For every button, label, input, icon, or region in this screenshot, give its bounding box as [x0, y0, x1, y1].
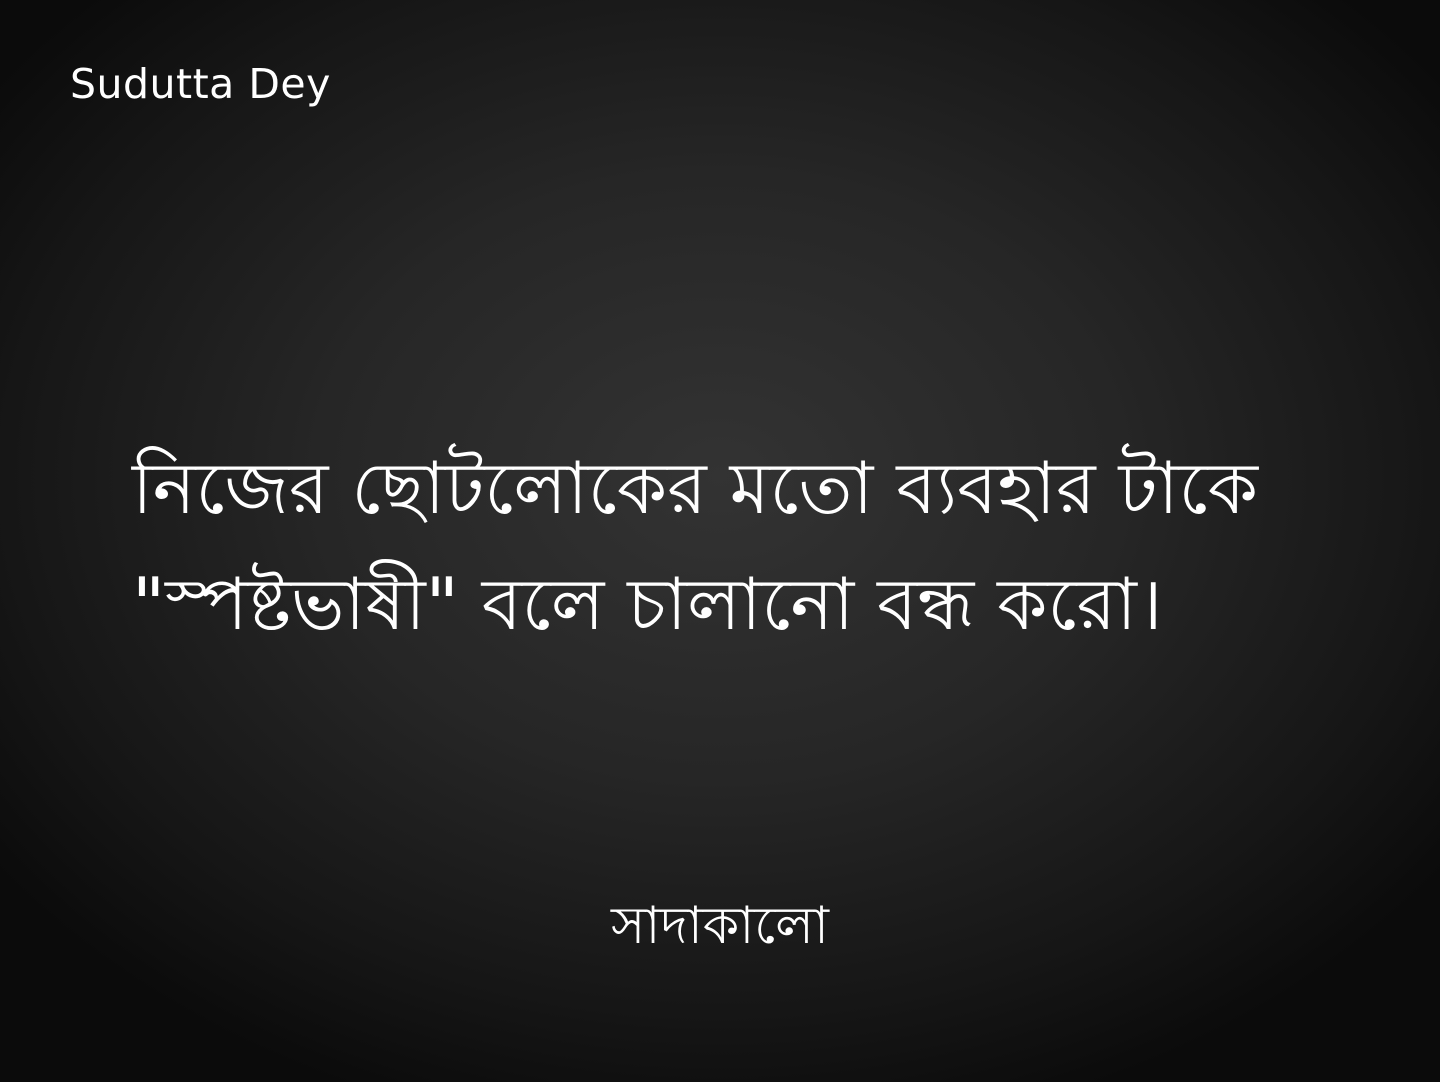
- quote-line-1: নিজের ছোটলোকের মতো ব্যবহার টাকে: [132, 446, 1258, 530]
- signature-text: সাদাকালো: [610, 896, 829, 956]
- quote-text: [132, 430, 1352, 662]
- quote-line-2: "স্পষ্টভাষী" বলে চালানো বন্ধ করো।: [132, 562, 1163, 646]
- author-name: Sudutta Dey: [70, 60, 331, 108]
